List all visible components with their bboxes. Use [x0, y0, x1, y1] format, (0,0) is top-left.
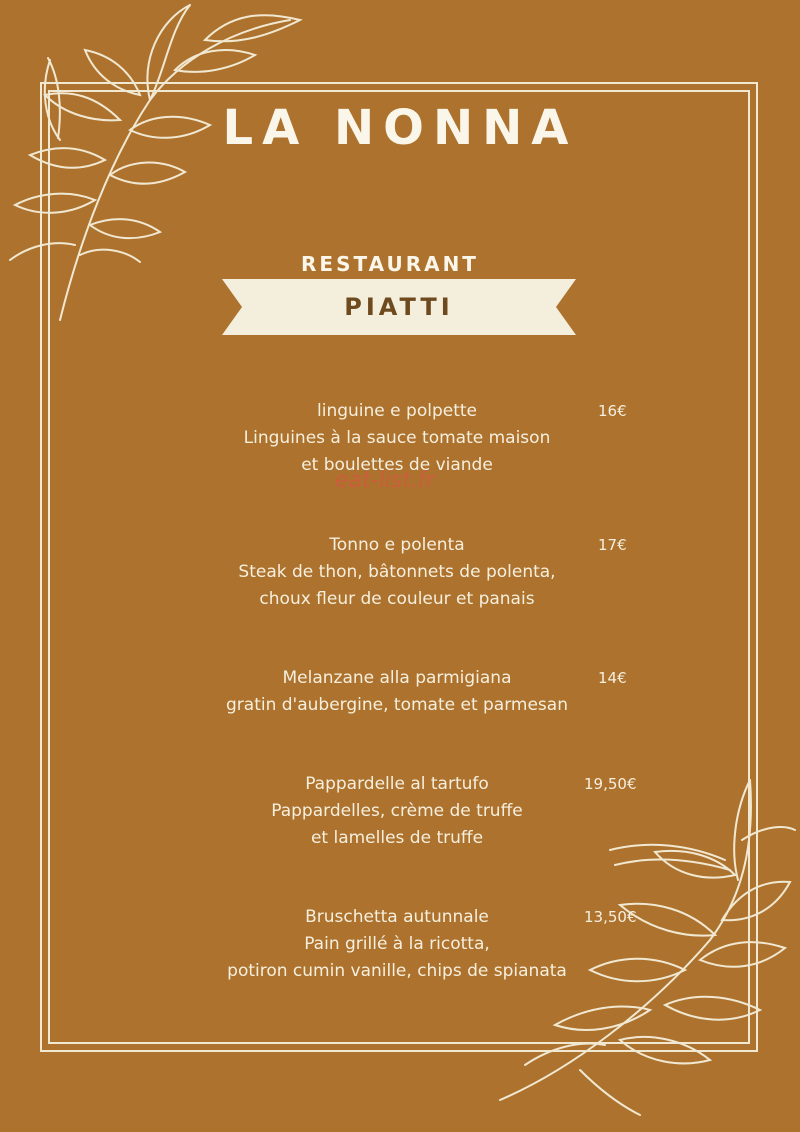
menu-item — [150, 771, 650, 852]
menu-item-price: 13,50€ — [584, 908, 637, 926]
menu-item-name: Melanzane alla parmigiana — [282, 668, 512, 688]
menu-item-description: potiron cumin vanille, chips de spianata — [227, 961, 567, 981]
menu-item-description: Pain grillé à la ricotta, — [304, 934, 490, 954]
menu-item-price: 14€ — [598, 669, 627, 687]
menu-item-price: 19,50€ — [584, 775, 637, 793]
menu-item-price: 16€ — [598, 402, 627, 420]
menu-item — [150, 532, 650, 613]
menu-item-description: Linguines à la sauce tomate maison — [243, 428, 551, 448]
menu-item-price: 17€ — [598, 536, 627, 554]
menu-item — [150, 665, 650, 719]
menu-item — [150, 904, 650, 985]
menu-item-description: et lamelles de truffe — [310, 828, 484, 848]
menu-item — [150, 398, 650, 479]
menu-item-description: choux fleur de couleur et panais — [259, 589, 535, 609]
menu-item-name: Pappardelle al tartufo — [305, 774, 489, 794]
menu-item-name: linguine e polpette — [317, 401, 477, 421]
menu-item-name: Tonno e polenta — [329, 535, 465, 555]
menu-item-description: gratin d'aubergine, tomate et parmesan — [226, 695, 568, 715]
watermark: eat-list.fr — [335, 468, 435, 493]
restaurant-label: RESTAURANT — [301, 252, 479, 276]
restaurant-name: LA NONNA — [222, 100, 578, 156]
section-title: PIATTI — [344, 293, 454, 321]
menu-item-description: Pappardelles, crème de truffe — [271, 801, 523, 821]
menu-item-description: et boulettes de viande — [301, 455, 493, 475]
menu-item-description: Steak de thon, bâtonnets de polenta, — [238, 562, 556, 582]
menu-item-name: Bruschetta autunnale — [305, 907, 489, 927]
